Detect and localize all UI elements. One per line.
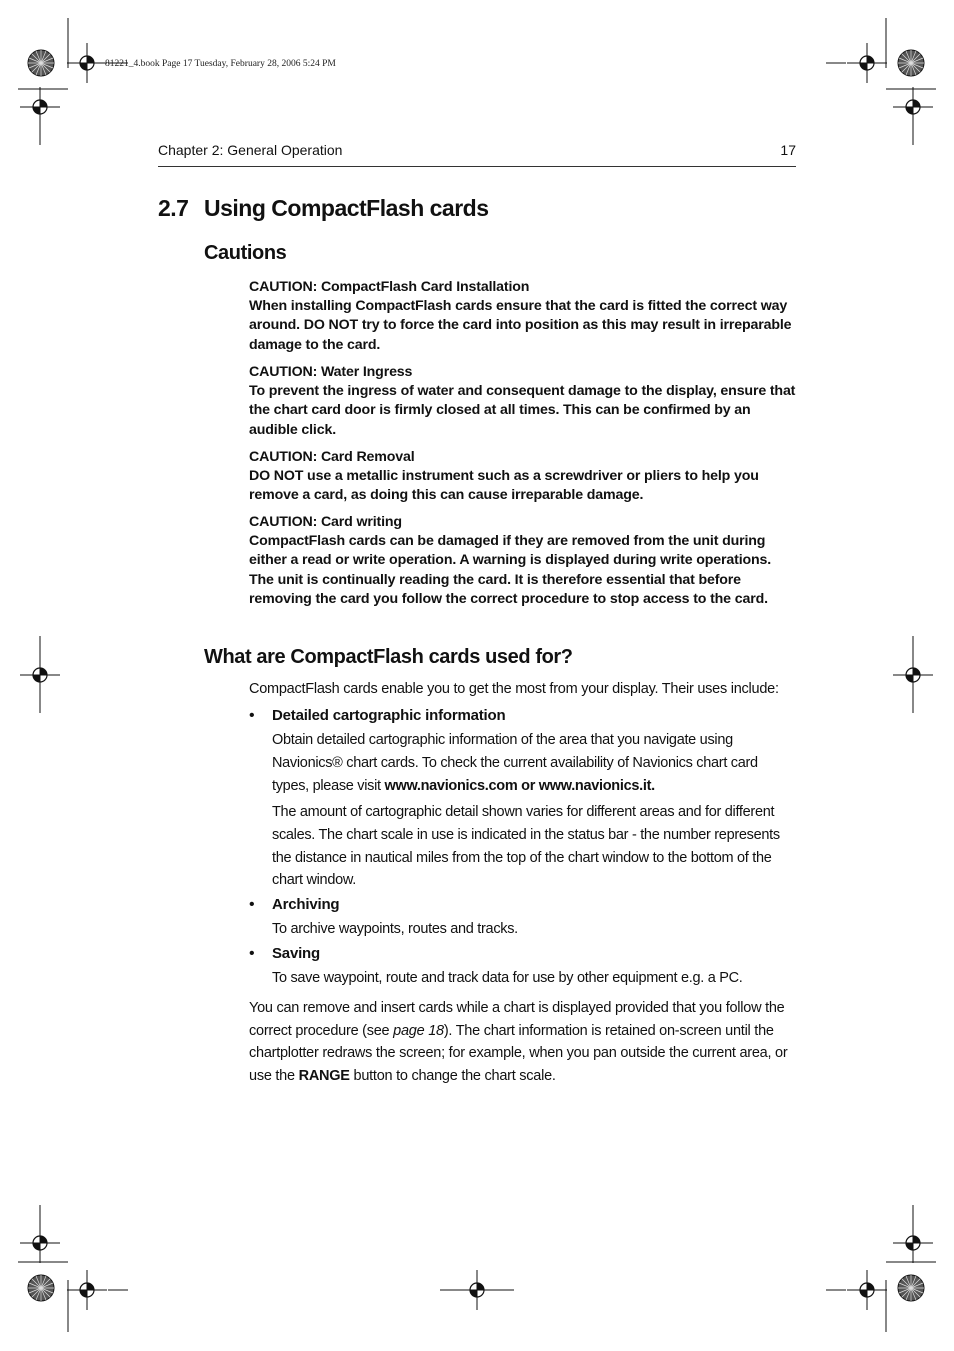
caution-title: CAUTION: Card Removal	[249, 449, 415, 465]
cautions-heading: Cautions	[204, 242, 287, 264]
closing-text: ). The chart information is retained on-screen until the chartplotter redraws the screen; for example, when you pan outside the current area, or use the	[249, 1022, 788, 1084]
header-rule	[158, 166, 796, 167]
running-head: Chapter 2: General Operation	[158, 142, 343, 158]
caution-title: CAUTION: Water Ingress	[249, 364, 413, 380]
use-title-saving: Saving	[272, 945, 320, 962]
caution-block	[249, 278, 799, 355]
uses-heading: What are CompactFlash cards used for?	[204, 646, 573, 668]
bullet: •	[249, 896, 255, 913]
range-key: RANGE	[298, 1067, 350, 1084]
book-slug: 81221_4.book Page 17 Tuesday, February 28, 2006 5:24 PM	[105, 59, 336, 69]
caution-text: CompactFlash cards can be damaged if they are removed from the unit during either a read or write operation. A warning is displayed during write operations. The unit is continually reading the card. It is therefore essential that before removing the card you follow the correct procedure to stop access to the card.	[249, 533, 772, 607]
section-title: Using CompactFlash cards	[204, 195, 489, 221]
caution-block	[249, 448, 799, 506]
caution-block	[249, 513, 799, 609]
use-title-cartography: Detailed cartographic information	[272, 707, 506, 724]
use-text-archiving: To archive waypoints, routes and tracks.	[272, 921, 518, 937]
cartography-detail-paragraph: The amount of cartographic detail shown varies for different areas and for different scales. The chart scale in use is indicated in the status bar - the number represents the distance in nautical miles from the top of the chart window to the bottom of the chart window.	[272, 804, 780, 889]
cartography-paragraph: Obtain detailed cartographic information of the area that you navigate using Navionics® chart cards. To check the current availability of Navionics chart card types, please visit	[272, 732, 758, 794]
caution-title: CAUTION: Card writing	[249, 514, 402, 530]
caution-text: DO NOT use a metallic instrument such as a screwdriver or pliers to help you remove a card, as doing this can cause irreparable damage.	[249, 468, 759, 504]
use-text-cartography	[272, 729, 798, 797]
uses-intro: CompactFlash cards enable you to get the most from your display. Their uses include:	[249, 681, 779, 697]
closing-text: button to change the chart scale.	[353, 1067, 556, 1084]
caution-text: To prevent the ingress of water and consequent damage to the display, ensure that the chart card door is firmly closed at all times. This can be confirmed by an audible click.	[249, 383, 796, 438]
closing-paragraph	[249, 997, 799, 1087]
use-text-saving: To save waypoint, route and track data for use by other equipment e.g. a PC.	[272, 970, 743, 986]
closing-text: You can remove and insert cards while a chart is displayed provided that you follow the correct procedure (see	[249, 1000, 785, 1039]
navionics-link: www.navionics.com or www.navionics.it.	[384, 777, 655, 794]
use-title-archiving: Archiving	[272, 896, 340, 913]
caution-title: CAUTION: CompactFlash Card Installation	[249, 279, 530, 295]
bullet: •	[249, 945, 255, 962]
caution-block	[249, 363, 799, 440]
bullet: •	[249, 707, 255, 724]
page-reference: page 18	[393, 1022, 444, 1039]
section-number: 2.7	[158, 195, 189, 221]
caution-text: When installing CompactFlash cards ensure that the card is fitted the correct way around. DO NOT try to force the card into position as this may result in irreparable damage to the card.	[249, 298, 792, 353]
page-number: 17	[780, 142, 796, 158]
section-heading	[158, 195, 489, 222]
